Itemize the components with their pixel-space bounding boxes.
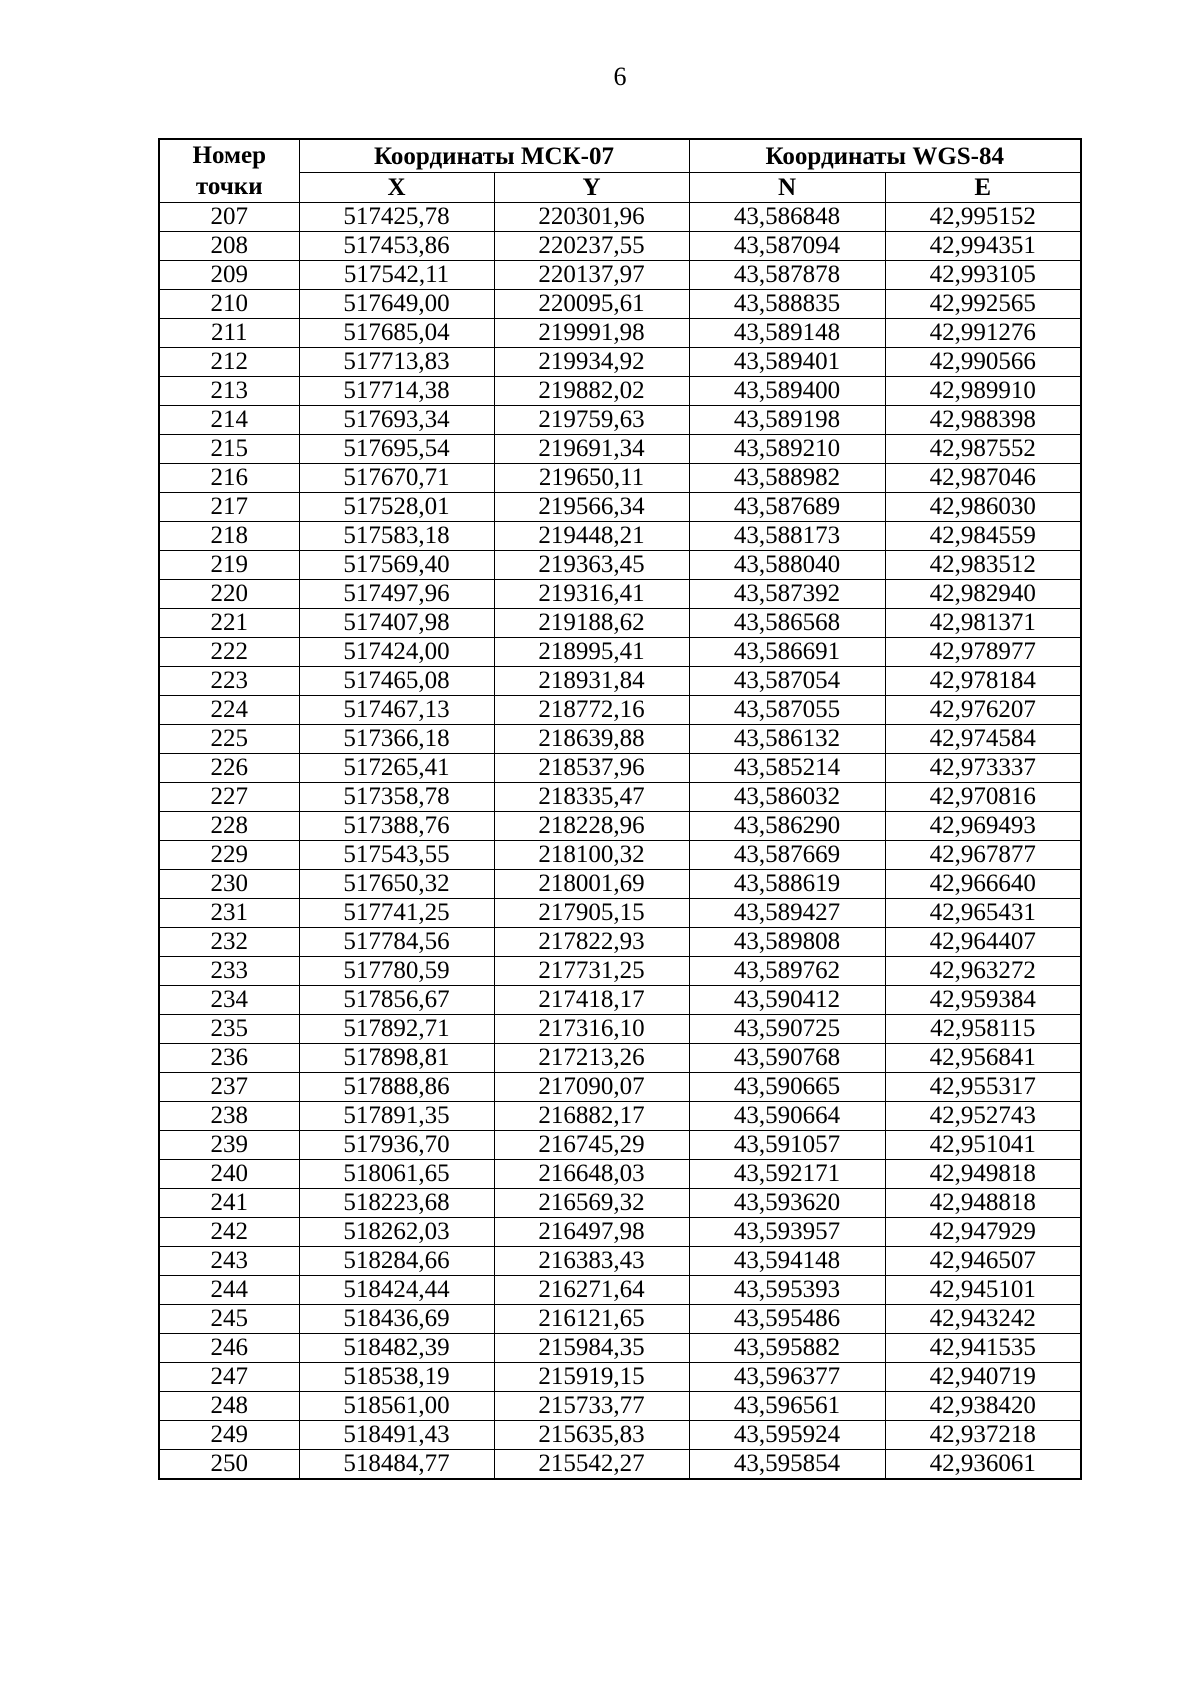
point-number-cell: 212 [159,348,299,377]
table-header [159,139,1081,203]
x-cell: 517649,00 [299,290,494,319]
n-column-header: N [689,173,885,203]
table-row [159,1015,1081,1044]
n-cell: 43,586568 [689,609,885,638]
point-number-cell: 228 [159,812,299,841]
e-cell: 42,974584 [885,725,1081,754]
x-cell: 517741,25 [299,899,494,928]
point-number-header-line1: Номер [192,142,266,169]
point-number-cell: 241 [159,1189,299,1218]
e-cell: 42,973337 [885,754,1081,783]
x-cell: 517670,71 [299,464,494,493]
n-cell: 43,589148 [689,319,885,348]
e-cell: 42,991276 [885,319,1081,348]
table-row [159,319,1081,348]
point-number-cell: 238 [159,1102,299,1131]
e-cell: 42,946507 [885,1247,1081,1276]
table-row [159,1247,1081,1276]
y-cell: 217316,10 [494,1015,689,1044]
n-cell: 43,595882 [689,1334,885,1363]
table-row [159,551,1081,580]
n-cell: 43,589401 [689,348,885,377]
point-number-cell: 242 [159,1218,299,1247]
table-row [159,870,1081,899]
page-number: 6 [613,62,627,91]
table-row [159,1131,1081,1160]
y-cell: 219991,98 [494,319,689,348]
n-cell: 43,589808 [689,928,885,957]
e-cell: 42,952743 [885,1102,1081,1131]
x-cell: 517898,81 [299,1044,494,1073]
e-cell: 42,981371 [885,609,1081,638]
table-row [159,841,1081,870]
point-number-cell: 227 [159,783,299,812]
x-cell: 517542,11 [299,261,494,290]
n-cell: 43,587094 [689,232,885,261]
point-number-cell: 243 [159,1247,299,1276]
e-cell: 42,963272 [885,957,1081,986]
e-cell: 42,947929 [885,1218,1081,1247]
table-row [159,580,1081,609]
e-cell: 42,948818 [885,1189,1081,1218]
n-cell: 43,595854 [689,1450,885,1480]
x-cell: 517784,56 [299,928,494,957]
table-row [159,1218,1081,1247]
point-number-cell: 245 [159,1305,299,1334]
point-number-cell: 221 [159,609,299,638]
n-cell: 43,592171 [689,1160,885,1189]
y-cell: 216745,29 [494,1131,689,1160]
e-cell: 42,978184 [885,667,1081,696]
y-cell: 218931,84 [494,667,689,696]
y-cell: 218772,16 [494,696,689,725]
point-number-cell: 214 [159,406,299,435]
table-row [159,783,1081,812]
table-row [159,1189,1081,1218]
point-number-cell: 240 [159,1160,299,1189]
x-cell: 517543,55 [299,841,494,870]
e-cell: 42,986030 [885,493,1081,522]
table-row [159,609,1081,638]
point-number-cell: 218 [159,522,299,551]
table-row [159,725,1081,754]
y-cell: 218537,96 [494,754,689,783]
n-cell: 43,596561 [689,1392,885,1421]
point-number-cell: 231 [159,899,299,928]
e-cell: 42,978977 [885,638,1081,667]
n-cell: 43,586848 [689,203,885,232]
e-cell: 42,951041 [885,1131,1081,1160]
table-row [159,348,1081,377]
n-cell: 43,593620 [689,1189,885,1218]
x-cell: 517650,32 [299,870,494,899]
y-cell: 216569,32 [494,1189,689,1218]
e-cell: 42,937218 [885,1421,1081,1450]
point-number-cell: 234 [159,986,299,1015]
y-cell: 219934,92 [494,348,689,377]
point-number-cell: 224 [159,696,299,725]
point-number-cell: 226 [159,754,299,783]
table-row [159,754,1081,783]
point-number-cell: 219 [159,551,299,580]
e-cell: 42,989910 [885,377,1081,406]
point-number-cell: 230 [159,870,299,899]
e-cell: 42,958115 [885,1015,1081,1044]
n-cell: 43,586032 [689,783,885,812]
y-cell: 218335,47 [494,783,689,812]
x-cell: 517583,18 [299,522,494,551]
x-cell: 517424,00 [299,638,494,667]
x-cell: 517856,67 [299,986,494,1015]
table-row [159,667,1081,696]
point-number-cell: 246 [159,1334,299,1363]
y-cell: 217090,07 [494,1073,689,1102]
table-row [159,957,1081,986]
table-row [159,464,1081,493]
y-cell: 219759,63 [494,406,689,435]
y-cell: 219188,62 [494,609,689,638]
msk-coordinates-header: Координаты МСК-07 [299,139,689,173]
table-row [159,290,1081,319]
table-row [159,1392,1081,1421]
y-cell: 218995,41 [494,638,689,667]
n-cell: 43,588982 [689,464,885,493]
n-cell: 43,595486 [689,1305,885,1334]
x-cell: 518436,69 [299,1305,494,1334]
e-cell: 42,966640 [885,870,1081,899]
y-cell: 220095,61 [494,290,689,319]
wgs-coordinates-header: Координаты WGS-84 [689,139,1081,173]
y-cell: 216121,65 [494,1305,689,1334]
point-number-cell: 233 [159,957,299,986]
n-cell: 43,589427 [689,899,885,928]
y-cell: 215733,77 [494,1392,689,1421]
x-cell: 517891,35 [299,1102,494,1131]
table-row [159,377,1081,406]
y-cell: 215542,27 [494,1450,689,1480]
x-column-header: X [299,173,494,203]
x-cell: 518223,68 [299,1189,494,1218]
table-row [159,493,1081,522]
n-cell: 43,590412 [689,986,885,1015]
x-cell: 518561,00 [299,1392,494,1421]
point-number-cell: 220 [159,580,299,609]
point-number-cell: 248 [159,1392,299,1421]
y-cell: 216271,64 [494,1276,689,1305]
n-cell: 43,586290 [689,812,885,841]
e-cell: 42,992565 [885,290,1081,319]
n-cell: 43,588040 [689,551,885,580]
n-cell: 43,596377 [689,1363,885,1392]
y-cell: 218228,96 [494,812,689,841]
table-row [159,1073,1081,1102]
point-number-cell: 239 [159,1131,299,1160]
n-cell: 43,590768 [689,1044,885,1073]
x-cell: 517892,71 [299,1015,494,1044]
e-cell: 42,949818 [885,1160,1081,1189]
x-cell: 517465,08 [299,667,494,696]
point-number-cell: 209 [159,261,299,290]
x-cell: 517366,18 [299,725,494,754]
y-cell: 215635,83 [494,1421,689,1450]
point-number-cell: 247 [159,1363,299,1392]
y-cell: 220237,55 [494,232,689,261]
x-cell: 518061,65 [299,1160,494,1189]
n-cell: 43,588835 [689,290,885,319]
x-cell: 517714,38 [299,377,494,406]
point-number-cell: 207 [159,203,299,232]
x-cell: 517569,40 [299,551,494,580]
point-number-cell: 244 [159,1276,299,1305]
n-cell: 43,589400 [689,377,885,406]
e-cell: 42,984559 [885,522,1081,551]
point-number-cell: 208 [159,232,299,261]
y-cell: 219650,11 [494,464,689,493]
table-row [159,1102,1081,1131]
y-cell: 217822,93 [494,928,689,957]
x-cell: 517497,96 [299,580,494,609]
e-cell: 42,983512 [885,551,1081,580]
e-cell: 42,970816 [885,783,1081,812]
point-number-cell: 213 [159,377,299,406]
table-row [159,1421,1081,1450]
x-cell: 517388,76 [299,812,494,841]
e-cell: 42,956841 [885,1044,1081,1073]
e-cell: 42,990566 [885,348,1081,377]
n-cell: 43,590665 [689,1073,885,1102]
point-number-cell: 215 [159,435,299,464]
table-row [159,1276,1081,1305]
e-cell: 42,955317 [885,1073,1081,1102]
e-cell: 42,940719 [885,1363,1081,1392]
x-cell: 518491,43 [299,1421,494,1450]
y-cell: 216882,17 [494,1102,689,1131]
y-column-header: Y [494,173,689,203]
n-cell: 43,588173 [689,522,885,551]
point-number-cell: 216 [159,464,299,493]
table-row [159,1305,1081,1334]
y-cell: 218100,32 [494,841,689,870]
y-cell: 215919,15 [494,1363,689,1392]
y-cell: 219316,41 [494,580,689,609]
x-cell: 517407,98 [299,609,494,638]
x-cell: 517685,04 [299,319,494,348]
table-row [159,1160,1081,1189]
n-cell: 43,587669 [689,841,885,870]
table-row [159,203,1081,232]
x-cell: 518284,66 [299,1247,494,1276]
x-cell: 517780,59 [299,957,494,986]
e-cell: 42,945101 [885,1276,1081,1305]
table-row [159,899,1081,928]
point-number-header [159,139,299,203]
e-cell: 42,987552 [885,435,1081,464]
x-cell: 517713,83 [299,348,494,377]
x-cell: 517695,54 [299,435,494,464]
e-cell: 42,938420 [885,1392,1081,1421]
n-cell: 43,585214 [689,754,885,783]
n-cell: 43,590664 [689,1102,885,1131]
point-number-cell: 217 [159,493,299,522]
e-cell: 42,993105 [885,261,1081,290]
e-cell: 42,969493 [885,812,1081,841]
x-cell: 517358,78 [299,783,494,812]
n-cell: 43,587055 [689,696,885,725]
e-cell: 42,959384 [885,986,1081,1015]
n-cell: 43,589210 [689,435,885,464]
e-cell: 42,965431 [885,899,1081,928]
n-cell: 43,588619 [689,870,885,899]
e-column-header: E [885,173,1081,203]
table-row [159,1044,1081,1073]
n-cell: 43,586132 [689,725,885,754]
y-cell: 219691,34 [494,435,689,464]
x-cell: 518538,19 [299,1363,494,1392]
coordinates-table [158,138,1082,1480]
n-cell: 43,591057 [689,1131,885,1160]
point-number-cell: 235 [159,1015,299,1044]
x-cell: 517453,86 [299,232,494,261]
n-cell: 43,595393 [689,1276,885,1305]
x-cell: 517265,41 [299,754,494,783]
table-row [159,261,1081,290]
point-number-cell: 229 [159,841,299,870]
n-cell: 43,589198 [689,406,885,435]
table-row [159,986,1081,1015]
e-cell: 42,976207 [885,696,1081,725]
table-row [159,812,1081,841]
e-cell: 42,994351 [885,232,1081,261]
e-cell: 42,941535 [885,1334,1081,1363]
e-cell: 42,988398 [885,406,1081,435]
point-number-cell: 250 [159,1450,299,1480]
table-row [159,232,1081,261]
x-cell: 517528,01 [299,493,494,522]
y-cell: 216497,98 [494,1218,689,1247]
y-cell: 220301,96 [494,203,689,232]
y-cell: 218001,69 [494,870,689,899]
point-number-cell: 249 [159,1421,299,1450]
n-cell: 43,595924 [689,1421,885,1450]
n-cell: 43,587878 [689,261,885,290]
x-cell: 518262,03 [299,1218,494,1247]
point-number-cell: 232 [159,928,299,957]
point-number-cell: 210 [159,290,299,319]
x-cell: 517693,34 [299,406,494,435]
n-cell: 43,594148 [689,1247,885,1276]
n-cell: 43,593957 [689,1218,885,1247]
x-cell: 518424,44 [299,1276,494,1305]
y-cell: 217905,15 [494,899,689,928]
table-row [159,522,1081,551]
table-row [159,1450,1081,1480]
point-number-cell: 236 [159,1044,299,1073]
table-row [159,406,1081,435]
n-cell: 43,590725 [689,1015,885,1044]
table-row [159,638,1081,667]
table-row [159,1363,1081,1392]
y-cell: 218639,88 [494,725,689,754]
point-number-cell: 225 [159,725,299,754]
table-row [159,1334,1081,1363]
table-row [159,696,1081,725]
n-cell: 43,587054 [689,667,885,696]
n-cell: 43,587392 [689,580,885,609]
y-cell: 215984,35 [494,1334,689,1363]
e-cell: 42,982940 [885,580,1081,609]
n-cell: 43,586691 [689,638,885,667]
e-cell: 42,995152 [885,203,1081,232]
header-row-groups [159,139,1081,173]
y-cell: 219882,02 [494,377,689,406]
y-cell: 217213,26 [494,1044,689,1073]
point-number-cell: 237 [159,1073,299,1102]
y-cell: 217731,25 [494,957,689,986]
n-cell: 43,587689 [689,493,885,522]
e-cell: 42,964407 [885,928,1081,957]
y-cell: 216648,03 [494,1160,689,1189]
e-cell: 42,943242 [885,1305,1081,1334]
table-row [159,928,1081,957]
x-cell: 518482,39 [299,1334,494,1363]
point-number-cell: 222 [159,638,299,667]
n-cell: 43,589762 [689,957,885,986]
x-cell: 517936,70 [299,1131,494,1160]
x-cell: 517888,86 [299,1073,494,1102]
x-cell: 518484,77 [299,1450,494,1480]
point-number-header-line2: точки [195,173,263,200]
e-cell: 42,936061 [885,1450,1081,1480]
y-cell: 219566,34 [494,493,689,522]
x-cell: 517467,13 [299,696,494,725]
point-number-cell: 223 [159,667,299,696]
y-cell: 219363,45 [494,551,689,580]
y-cell: 217418,17 [494,986,689,1015]
table-row [159,435,1081,464]
y-cell: 219448,21 [494,522,689,551]
x-cell: 517425,78 [299,203,494,232]
table-body [159,203,1081,1480]
point-number-cell: 211 [159,319,299,348]
e-cell: 42,967877 [885,841,1081,870]
e-cell: 42,987046 [885,464,1081,493]
y-cell: 220137,97 [494,261,689,290]
y-cell: 216383,43 [494,1247,689,1276]
